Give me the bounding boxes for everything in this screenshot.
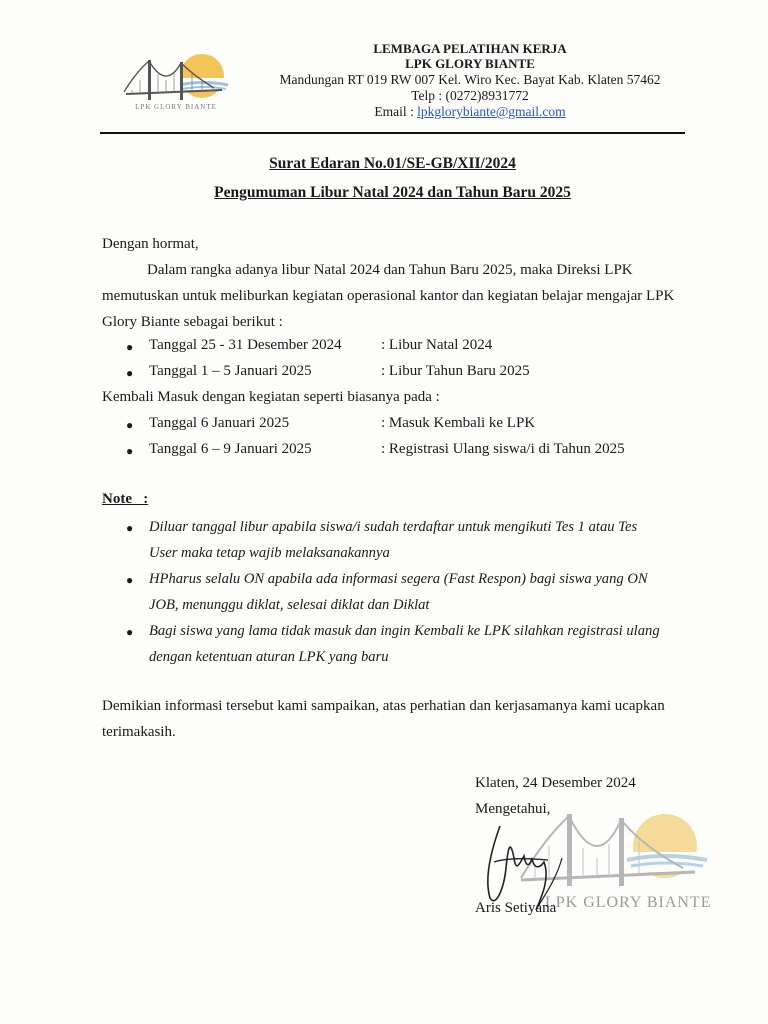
email-label: Email : <box>374 104 418 119</box>
note-heading: Note : <box>102 491 149 507</box>
letterhead-divider <box>100 132 685 134</box>
note-item <box>149 566 689 618</box>
closing-line-1: Demikian informasi tersebut kami sampaikan, atas perhatian dan kerjasamanya kami ucapkan <box>102 698 665 714</box>
note-item <box>149 514 689 566</box>
bullet-icon: ● <box>126 573 134 587</box>
org-email <box>240 104 700 120</box>
email-link[interactable]: lpkglorybiante@gmail.com <box>417 104 566 119</box>
bullet-icon: ● <box>126 625 134 639</box>
note-line: dengan ketentuan aturan LPK yang baru <box>149 649 389 665</box>
intro-line-2: memutuskan untuk meliburkan kegiatan operasional kantor dan kegiatan belajar mengajar LPK <box>102 288 675 304</box>
letter-subject: Pengumuman Libur Natal 2024 dan Tahun Baru 2025 <box>214 184 571 201</box>
holiday-desc: : Libur Tahun Baru 2025 <box>381 363 530 379</box>
letter-number: Surat Edaran No.01/SE-GB/XII/2024 <box>269 155 516 172</box>
note-line: User maka tetap wajib melaksanakannya <box>149 545 390 561</box>
signatory-name: Aris Setiyana <box>475 900 557 916</box>
return-date: Tanggal 6 – 9 Januari 2025 <box>149 441 312 457</box>
org-name-line1: LEMBAGA PELATIHAN KERJA <box>373 41 567 56</box>
note-line: HPharus selalu ON apabila ada informasi segera (Fast Respon) bagi siswa yang ON <box>149 571 648 587</box>
bullet-icon: ● <box>126 444 134 458</box>
holiday-date: Tanggal 25 - 31 Desember 2024 <box>149 337 342 353</box>
bullet-icon: ● <box>126 366 134 380</box>
holiday-date: Tanggal 1 – 5 Januari 2025 <box>149 363 312 379</box>
greeting: Dengan hormat, <box>102 236 199 252</box>
stamp-caption: LPK GLORY BIANTE <box>545 894 712 911</box>
logo-caption: LPK GLORY BIANTE <box>135 103 217 111</box>
org-name-line2: LPK GLORY BIANTE <box>405 56 535 71</box>
org-address: Mandungan RT 019 RW 007 Kel. Wiro Kec. Bayat Kab. Klaten 57462 <box>279 72 661 87</box>
intro-line-3: Glory Biante sebagai berikut : <box>102 314 283 330</box>
acknowledged-label: Mengetahui, <box>475 801 551 817</box>
return-desc: : Registrasi Ulang siswa/i di Tahun 2025 <box>381 441 625 457</box>
note-line: Diluar tanggal libur apabila siswa/i sudah terdaftar untuk mengikuti Tes 1 atau Tes <box>149 519 638 535</box>
return-intro: Kembali Masuk dengan kegiatan seperti biasanya pada : <box>102 389 440 405</box>
org-phone: Telp : (0272)8931772 <box>411 88 529 103</box>
note-line: JOB, menunggu diklat, selesai diklat dan Diklat <box>149 597 430 613</box>
place-date: Klaten, 24 Desember 2024 <box>475 775 636 791</box>
closing-line-2: terimakasih. <box>102 724 176 740</box>
intro-line-1: Dalam rangka adanya libur Natal 2024 dan Tahun Baru 2025, maka Direksi LPK <box>147 262 633 278</box>
return-desc: : Masuk Kembali ke LPK <box>381 415 536 431</box>
bullet-icon: ● <box>126 418 134 432</box>
note-item <box>149 618 689 670</box>
return-date: Tanggal 6 Januari 2025 <box>149 415 290 431</box>
bullet-icon: ● <box>126 521 134 535</box>
bullet-icon: ● <box>126 340 134 354</box>
holiday-desc: : Libur Natal 2024 <box>381 337 493 353</box>
note-line: Bagi siswa yang lama tidak masuk dan ingin Kembali ke LPK silahkan registrasi ulang <box>149 623 660 639</box>
